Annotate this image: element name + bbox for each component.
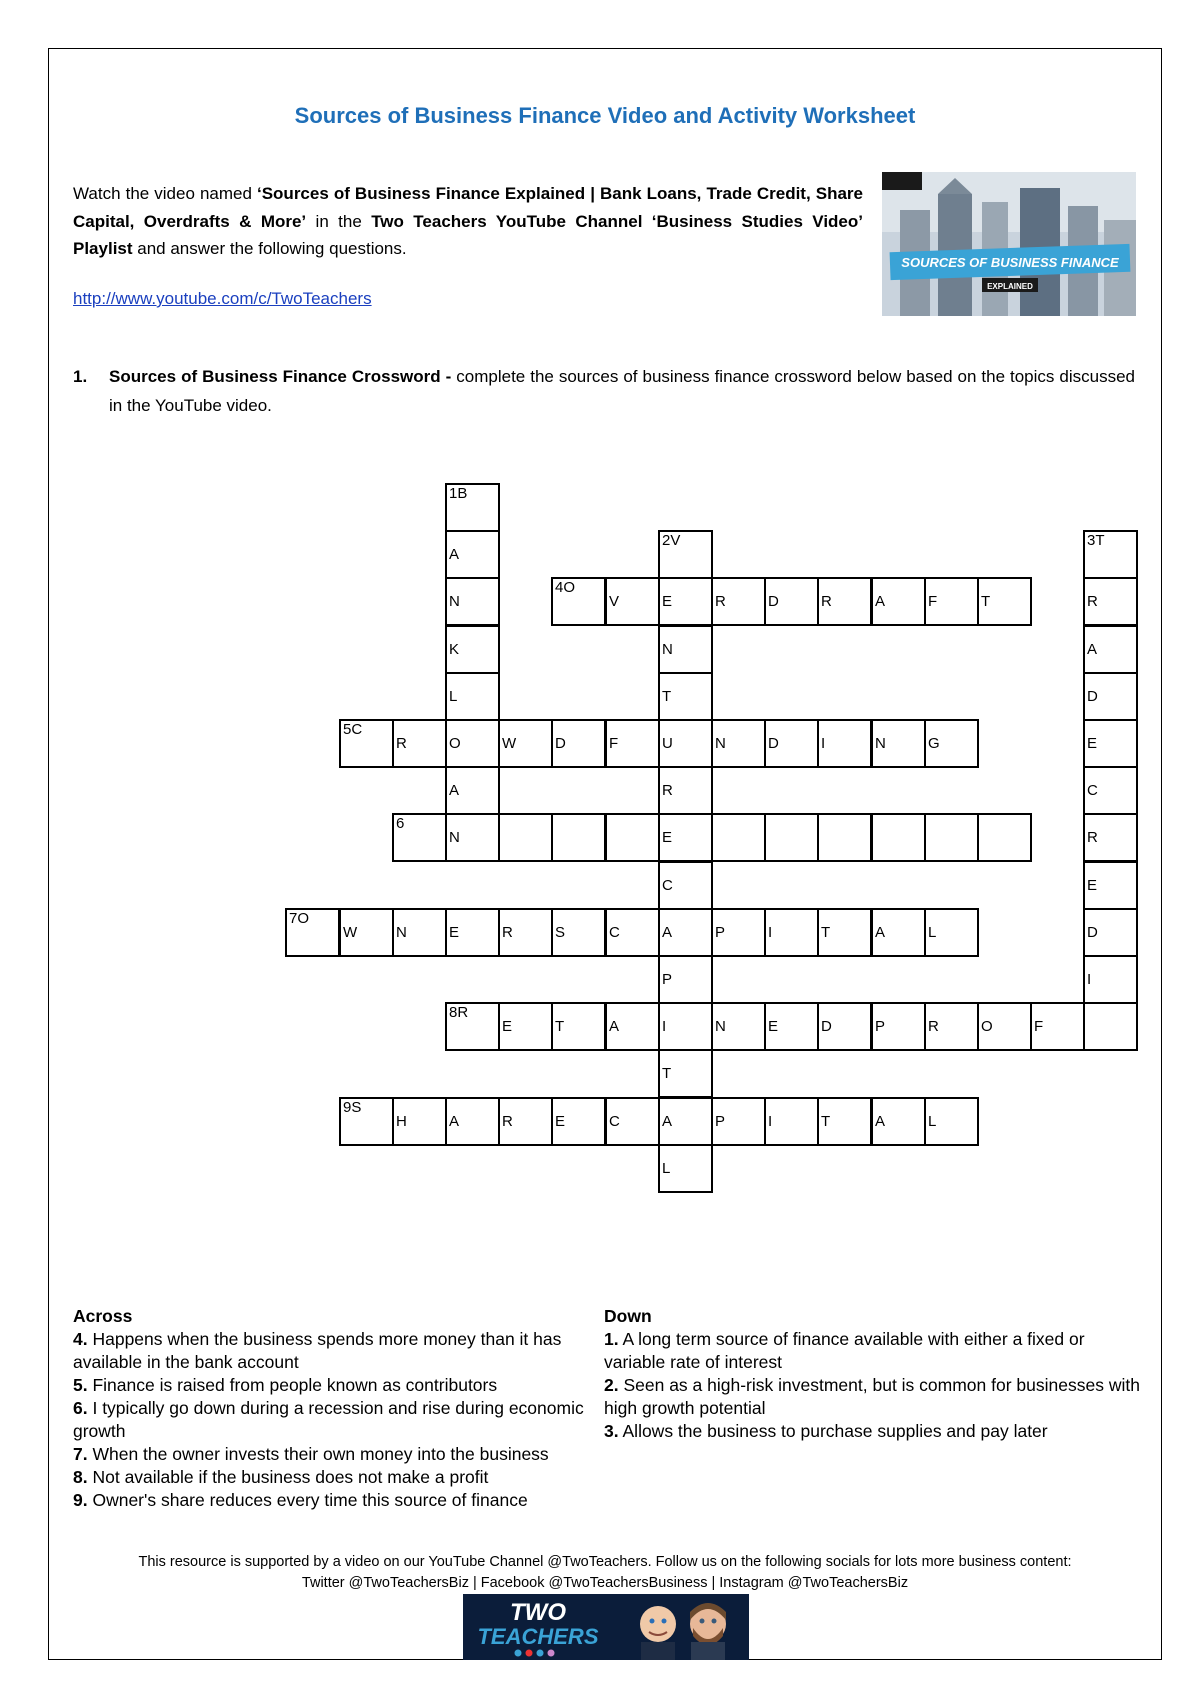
crossword-cell[interactable] (605, 1097, 660, 1146)
clue-text: When the owner invests their own money into the business (87, 1444, 549, 1464)
video-name: ‘Sources of Business Finance Explained | Bank Loans, Trade Credit, Share Capital, Overdrafts & More’ (73, 184, 863, 231)
cell-letter: E (768, 1018, 779, 1035)
clue-number: 9. (73, 1490, 88, 1510)
cell-letter: A (449, 546, 460, 563)
crossword-cell[interactable] (658, 908, 713, 957)
cell-letter: A (662, 1113, 673, 1130)
crossword-cell[interactable] (1083, 908, 1138, 957)
clue-item (73, 1374, 613, 1397)
clue-number: 5C (343, 721, 363, 738)
crossword-cell[interactable] (817, 719, 872, 768)
down-heading: Down (604, 1306, 652, 1326)
clue-number: 5. (73, 1375, 88, 1395)
crossword-cell[interactable] (871, 719, 926, 768)
cell-letter: R (502, 924, 513, 941)
crossword-cell[interactable] (658, 1097, 713, 1146)
crossword-cell[interactable] (711, 719, 766, 768)
cell-letter: P (715, 1113, 726, 1130)
cell-letter: A (609, 1018, 620, 1035)
crossword-cell[interactable] (764, 1002, 819, 1051)
clue-number: 7O (289, 910, 310, 927)
clue-item (73, 1397, 613, 1443)
cell-letter: A (875, 593, 886, 610)
cell-letter: D (768, 735, 779, 752)
crossword-cell[interactable] (658, 813, 713, 862)
crossword-cell[interactable] (658, 1002, 713, 1051)
cell-letter: R (715, 593, 726, 610)
clue-text: Happens when the business spends more money than it has available in the bank account (73, 1329, 562, 1372)
crossword-cell[interactable] (1083, 577, 1138, 626)
crossword-cell[interactable] (605, 719, 660, 768)
cell-letter: L (662, 1160, 671, 1177)
cell-letter: F (928, 593, 938, 610)
cell-letter: O (449, 735, 461, 752)
crossword-cell[interactable] (1083, 625, 1138, 674)
cell-letter: T (821, 924, 831, 941)
clue-text: Owner's share reduces every time this source of finance (87, 1490, 528, 1510)
cell-letter: E (555, 1113, 566, 1130)
cell-letter: E (449, 924, 460, 941)
clue-text: I typically go down during a recession and rise during economic growth (73, 1398, 584, 1441)
cell-letter: N (449, 829, 460, 846)
crossword-clue-cell-3[interactable] (1083, 530, 1138, 579)
clue-item (604, 1374, 1144, 1420)
across-heading: Across (73, 1306, 133, 1326)
cell-letter: L (449, 688, 458, 705)
crossword-cell[interactable] (658, 766, 713, 815)
crossword-cell[interactable] (764, 1097, 819, 1146)
cell-letter: P (875, 1018, 886, 1035)
cell-letter: E (502, 1018, 513, 1035)
cell-letter: E (1087, 735, 1098, 752)
cell-letter: N (396, 924, 407, 941)
crossword-cell[interactable] (924, 577, 979, 626)
crossword-cell[interactable] (1083, 766, 1138, 815)
cell-letter: E (1087, 877, 1098, 894)
cell-letter: K (449, 641, 460, 658)
crossword-cell[interactable] (445, 577, 500, 626)
cell-letter: U (662, 735, 673, 752)
crossword-cell[interactable] (871, 908, 926, 957)
clue-number: 1. (604, 1329, 619, 1349)
clue-number: 9S (343, 1099, 362, 1116)
clue-text: Seen as a high-risk investment, but is common for businesses with high growth potential (604, 1375, 1140, 1418)
cell-letter: N (715, 735, 726, 752)
clue-number: 6. (73, 1398, 88, 1418)
crossword-cell[interactable] (871, 1002, 926, 1051)
crossword-cell[interactable] (764, 908, 819, 957)
clue-number: 7. (73, 1444, 88, 1464)
footer-line-2: Twitter @TwoTeachersBiz | Facebook @TwoTeachersBusiness | Instagram @TwoTeachersBiz (301, 1575, 909, 1591)
cell-letter: A (449, 1113, 460, 1130)
cell-letter: A (875, 924, 886, 941)
cell-letter: C (609, 924, 620, 941)
crossword-cell[interactable] (605, 1002, 660, 1051)
crossword-cell[interactable] (977, 577, 1032, 626)
crossword-cell[interactable] (392, 1097, 447, 1146)
cell-letter: W (502, 735, 517, 752)
cell-letter: I (768, 1113, 773, 1130)
cell-letter: I (821, 735, 826, 752)
cell-letter: W (343, 924, 358, 941)
channel-name: Two Teachers YouTube Channel ‘Business Studies Video’ Playlist (73, 211, 863, 258)
crossword-cell[interactable] (605, 577, 660, 626)
clue-number: 2V (662, 532, 681, 549)
clue-text: Not available if the business does not make a profit (87, 1467, 489, 1487)
cell-letter: N (662, 641, 673, 658)
crossword-cell[interactable] (392, 719, 447, 768)
cell-letter: R (502, 1113, 513, 1130)
crossword-cell[interactable] (1030, 1002, 1085, 1051)
crossword-cell[interactable] (445, 672, 500, 721)
clue-number: 2. (604, 1375, 619, 1395)
crossword-cell[interactable] (658, 955, 713, 1004)
crossword-cell[interactable] (339, 908, 394, 957)
cell-letter: N (715, 1018, 726, 1035)
cell-letter: F (609, 735, 619, 752)
crossword-cell[interactable] (551, 1002, 606, 1051)
crossword-cell[interactable] (1083, 861, 1138, 910)
question-text: complete the sources of business finance crossword below based on the topics discussed in the YouTube video. (109, 367, 1135, 415)
cell-letter: N (449, 593, 460, 610)
crossword-cell[interactable] (658, 1049, 713, 1098)
cell-letter: A (875, 1113, 886, 1130)
cell-letter: T (981, 593, 991, 610)
crossword-cell[interactable] (551, 813, 606, 862)
teacher-avatar-1 (640, 1606, 676, 1642)
cell-letter: N (875, 735, 886, 752)
crossword-clue-cell-1[interactable] (445, 483, 500, 532)
crossword-cell[interactable] (551, 1097, 606, 1146)
crossword-cell[interactable] (445, 1097, 500, 1146)
cell-letter: R (1087, 593, 1098, 610)
intro-text-middle: in the (306, 211, 372, 231)
cell-letter: R (1087, 829, 1098, 846)
clue-number: 4. (73, 1329, 88, 1349)
crossword-cell[interactable] (924, 1097, 979, 1146)
clue-number: 3T (1087, 532, 1105, 549)
worksheet-title: Sources of Business Finance Video and Activity Worksheet (294, 103, 916, 128)
logo-line-1: TWO (510, 1599, 566, 1626)
clue-item (73, 1489, 613, 1512)
crossword-cell[interactable] (551, 908, 606, 957)
crossword-clue-cell-6[interactable] (392, 813, 447, 862)
crossword-cell[interactable] (871, 577, 926, 626)
clue-text: Allows the business to purchase supplies and pay later (618, 1421, 1048, 1441)
down-clues (604, 1305, 1144, 1443)
crossword-cell[interactable] (1083, 719, 1138, 768)
crossword-cell[interactable] (711, 813, 766, 862)
clue-item (604, 1328, 1144, 1374)
cell-letter: R (928, 1018, 939, 1035)
clue-number: 6 (396, 815, 405, 832)
clue-item (73, 1443, 613, 1466)
question-number: 1. (73, 367, 88, 386)
cell-letter: S (555, 924, 566, 941)
cell-letter: O (981, 1018, 993, 1035)
crossword-cell[interactable] (871, 1097, 926, 1146)
crossword-clue-cell-7[interactable] (285, 908, 340, 957)
crossword-cell[interactable] (392, 908, 447, 957)
crossword-cell[interactable] (498, 719, 553, 768)
cell-letter: D (1087, 924, 1098, 941)
crossword-clue-cell-8[interactable] (445, 1002, 500, 1051)
crossword-cell[interactable] (1083, 813, 1138, 862)
clue-number: 8. (73, 1467, 88, 1487)
footer (48, 1552, 1162, 1594)
crossword-cell[interactable] (605, 813, 660, 862)
footer-line-1: This resource is supported by a video on our YouTube Channel @TwoTeachers. Follow us on the following socials for lots more business content: (138, 1554, 1072, 1570)
crossword-cell[interactable] (498, 1002, 553, 1051)
cell-letter: T (662, 1065, 672, 1082)
crossword-cell[interactable] (658, 1144, 713, 1193)
cell-letter: A (1087, 641, 1098, 658)
clue-text: Finance is raised from people known as contributors (87, 1375, 498, 1395)
clue-number: 8R (449, 1004, 469, 1021)
thumbnail-title: SOURCES OF BUSINESS FINANCE (901, 255, 1119, 270)
two-teachers-logo (463, 1594, 749, 1660)
clue-number: 4O (555, 579, 576, 596)
crossword-cell[interactable] (658, 719, 713, 768)
crossword-cell[interactable] (658, 577, 713, 626)
cell-letter: R (821, 593, 832, 610)
crossword-cell[interactable] (924, 1002, 979, 1051)
cell-letter: T (555, 1018, 565, 1035)
crossword-cell[interactable] (1083, 1002, 1138, 1051)
cell-letter: R (396, 735, 407, 752)
cell-letter: G (928, 735, 940, 752)
crossword-cell[interactable] (445, 813, 500, 862)
cell-letter: T (662, 688, 672, 705)
crossword-cell[interactable] (445, 530, 500, 579)
intro-text-end: and answer the following questions. (132, 239, 407, 258)
cell-letter: P (715, 924, 726, 941)
clue-item (73, 1466, 613, 1489)
cell-letter: V (609, 593, 620, 610)
cell-letter: I (768, 924, 773, 941)
crossword-cell[interactable] (924, 813, 979, 862)
crossword-cell[interactable] (445, 719, 500, 768)
crossword-cell[interactable] (711, 908, 766, 957)
cell-letter: R (662, 782, 673, 799)
cell-letter: E (662, 593, 673, 610)
crossword-cell[interactable] (977, 813, 1032, 862)
cell-letter: D (555, 735, 566, 752)
crossword-cell[interactable] (817, 1097, 872, 1146)
cell-letter: F (1034, 1018, 1044, 1035)
crossword-clue-cell-9[interactable] (339, 1097, 394, 1146)
crossword-cell[interactable] (658, 861, 713, 910)
cell-letter: C (1087, 782, 1098, 799)
clue-number: 3. (604, 1421, 619, 1441)
crossword-cell[interactable] (1083, 672, 1138, 721)
crossword-cell[interactable] (817, 577, 872, 626)
crossword-cell[interactable] (817, 908, 872, 957)
clue-item (604, 1420, 1144, 1443)
crossword-cell[interactable] (817, 813, 872, 862)
cell-letter: H (396, 1113, 407, 1130)
cell-letter: L (928, 1113, 937, 1130)
clue-number: 1B (449, 485, 468, 502)
cell-letter: C (662, 877, 673, 894)
crossword-clue-cell-2[interactable] (658, 530, 713, 579)
crossword-cell[interactable] (764, 813, 819, 862)
cell-letter: D (821, 1018, 832, 1035)
crossword-cell[interactable] (711, 1097, 766, 1146)
clue-text: A long term source of finance available with either a fixed or variable rate of interest (604, 1329, 1085, 1372)
crossword-clue-cell-4[interactable] (551, 577, 606, 626)
crossword-cell[interactable] (711, 577, 766, 626)
cell-letter: I (1087, 971, 1092, 988)
cell-letter: C (609, 1113, 620, 1130)
crossword-cell[interactable] (445, 766, 500, 815)
cell-letter: P (662, 971, 673, 988)
crossword-cell[interactable] (445, 625, 500, 674)
youtube-link[interactable]: http://www.youtube.com/c/TwoTeachers (73, 289, 372, 308)
across-clues (73, 1305, 613, 1512)
question-heading: Sources of Business Finance Crossword - (109, 367, 457, 386)
crossword-cell[interactable] (551, 719, 606, 768)
crossword-cell[interactable] (924, 908, 979, 957)
crossword-clue-cell-5[interactable] (339, 719, 394, 768)
crossword-cell[interactable] (445, 908, 500, 957)
crossword-cell[interactable] (498, 813, 553, 862)
crossword-cell[interactable] (658, 625, 713, 674)
crossword-cell[interactable] (977, 1002, 1032, 1051)
crossword-cell[interactable] (764, 719, 819, 768)
crossword-cell[interactable] (605, 908, 660, 957)
cell-letter: A (662, 924, 673, 941)
crossword-cell[interactable] (498, 1097, 553, 1146)
crossword-cell[interactable] (658, 672, 713, 721)
crossword-cell[interactable] (924, 719, 979, 768)
intro-text-start: Watch the video named (73, 184, 257, 203)
cell-letter: A (449, 782, 460, 799)
crossword-cell[interactable] (711, 1002, 766, 1051)
crossword-cell[interactable] (871, 813, 926, 862)
cell-letter: I (662, 1018, 667, 1035)
crossword-cell[interactable] (764, 577, 819, 626)
thumbnail-subtitle: EXPLAINED (987, 282, 1033, 291)
cell-letter: D (1087, 688, 1098, 705)
clue-item (73, 1328, 613, 1374)
cell-letter: D (768, 593, 779, 610)
cell-letter: L (928, 924, 937, 941)
cell-letter: E (662, 829, 673, 846)
crossword-cell[interactable] (1083, 955, 1138, 1004)
logo-line-2: TEACHERS (477, 1624, 599, 1649)
cell-letter: T (821, 1113, 831, 1130)
crossword-cell[interactable] (817, 1002, 872, 1051)
crossword-cell[interactable] (498, 908, 553, 957)
